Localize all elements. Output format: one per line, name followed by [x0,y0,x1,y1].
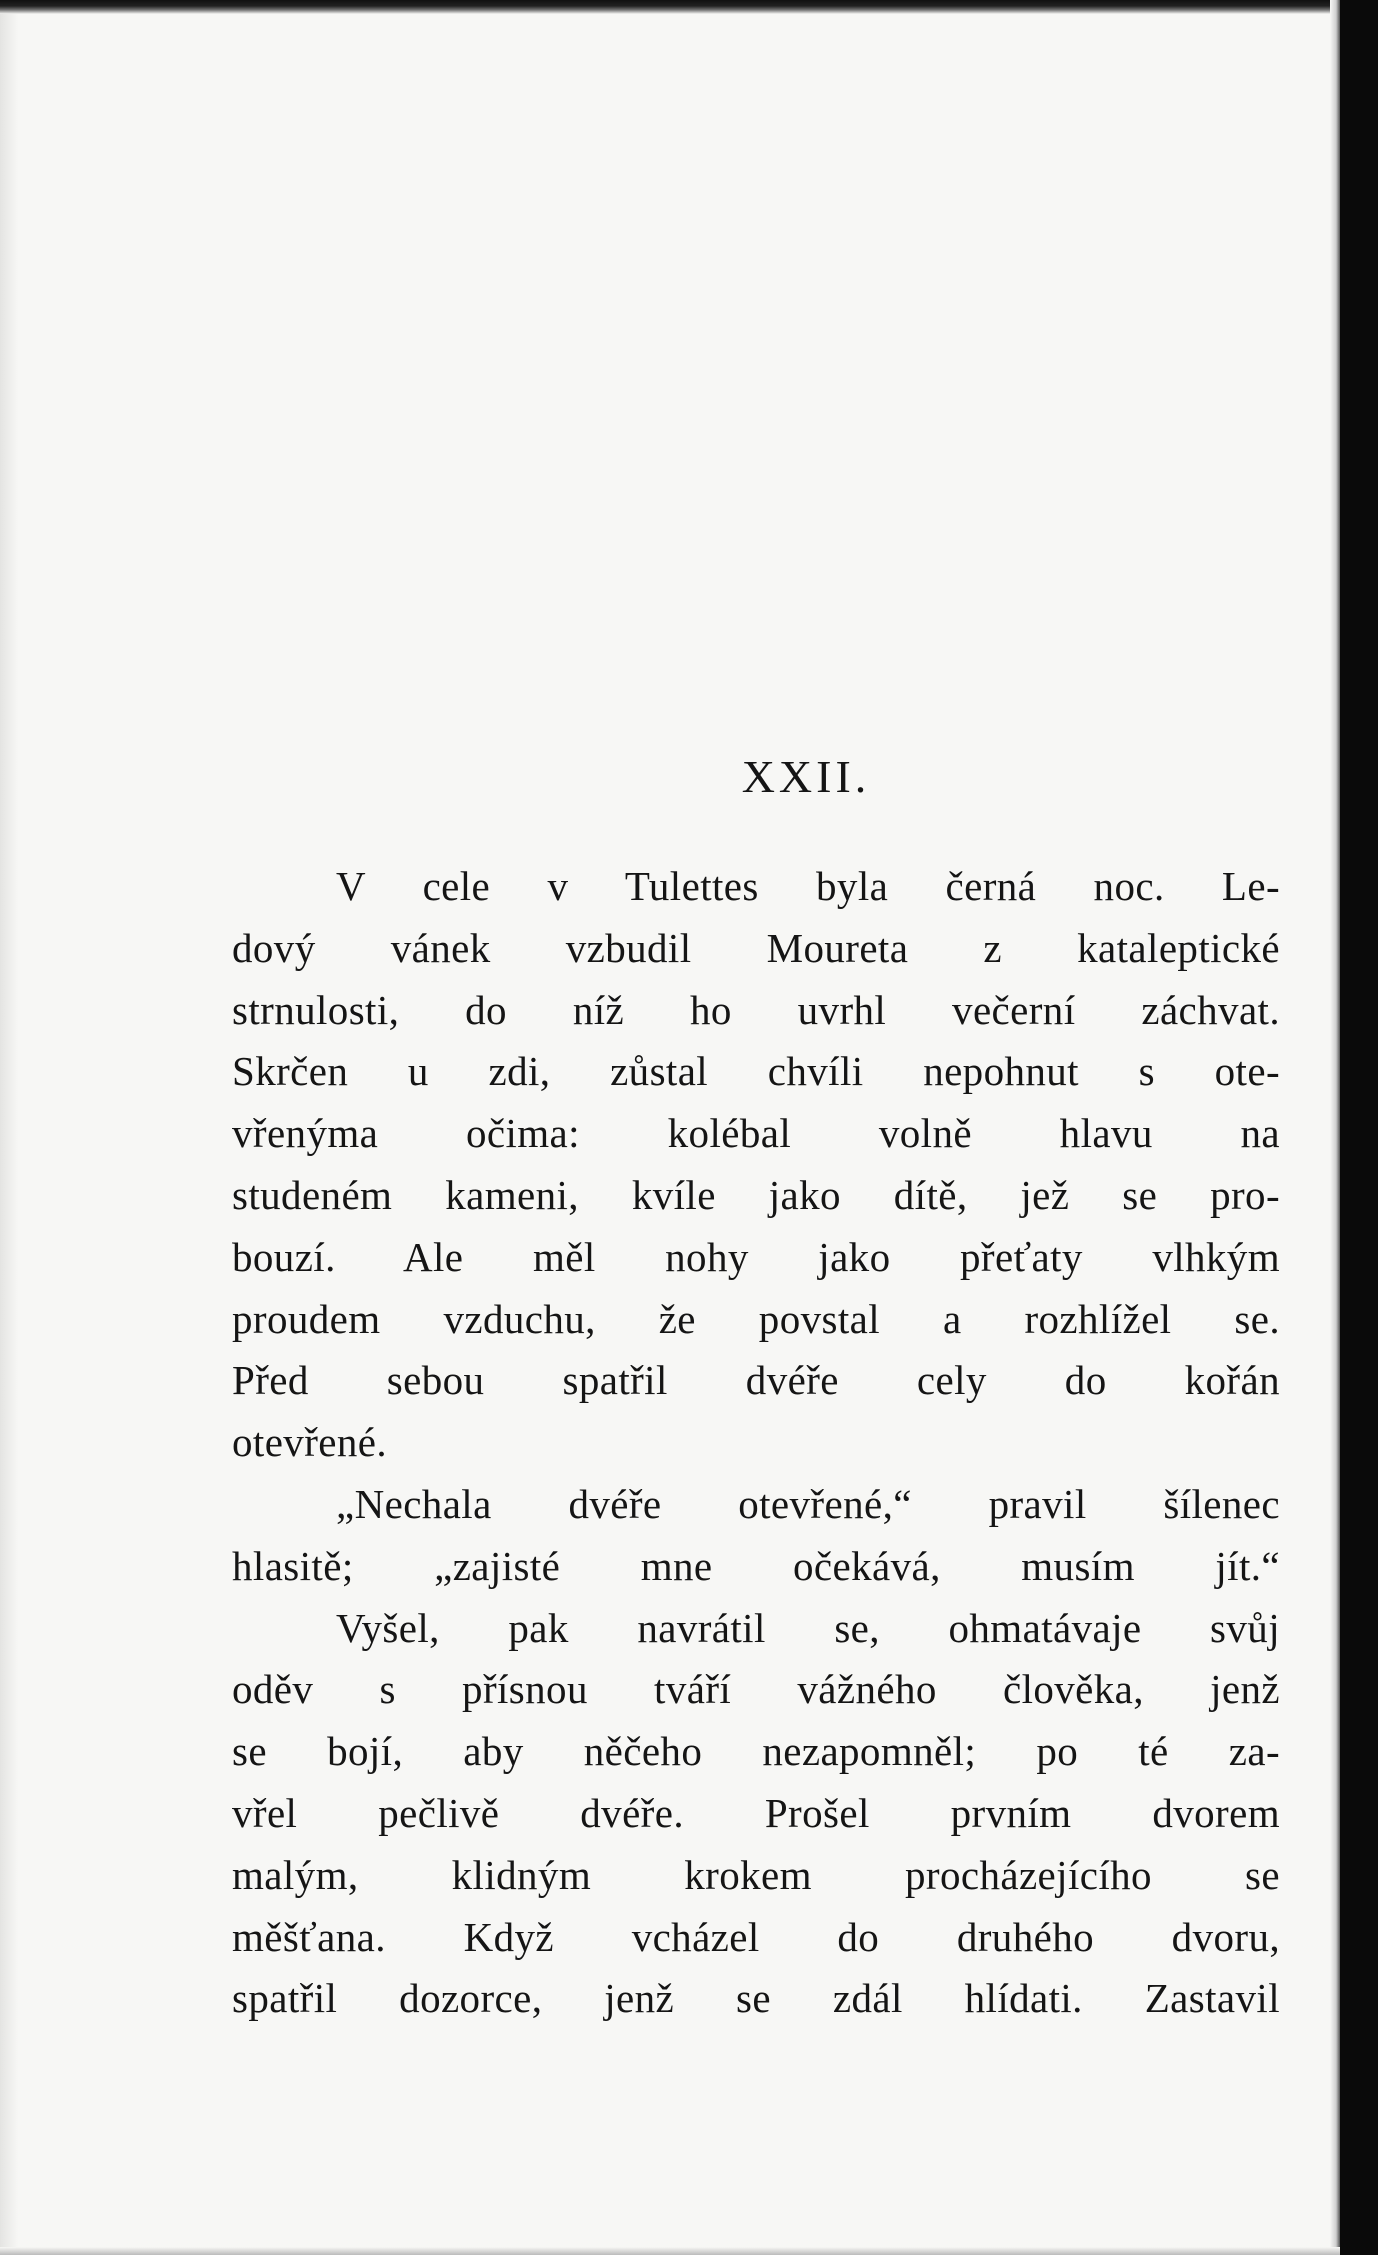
text-line: Skrčen u zdi, zůstal chvíli nepohnut s ote- [232,1048,1280,1095]
paragraph-2 [232,1474,1280,1598]
paragraph-1 [232,856,1280,1474]
chapter-heading: XXII. [741,751,871,802]
text-line: vřenýma očima: kolébal volně hlavu na [232,1110,1280,1157]
page-gutter-shadow [1330,0,1340,2255]
text-line: strnulosti, do níž ho uvrhl večerní záchvat. [232,986,1280,1033]
text-line: proudem vzduchu, že povstal a rozhlížel se. [232,1295,1280,1342]
text-line: Vyšel, pak navrátil se, ohmatávaje svůj [336,1604,1280,1651]
text-line: dový vánek vzbudil Moureta z kataleptické [232,924,1280,971]
text-line: „Nechala dvéře otevřené,“ pravil šílenec [336,1480,1280,1527]
text-line: oděv s přísnou tváří vážného člověka, jenž [232,1666,1280,1713]
text-line: bouzí. Ale měl nohy jako přeťaty vlhkým [232,1233,1280,1280]
text-line: Před sebou spatřil dvéře cely do kořán [232,1357,1280,1404]
text-block [232,748,1280,2030]
text-line: hlasitě; „zajisté mne očekává, musím jít.“ [232,1542,1280,1589]
page-left-shadow [0,0,18,2255]
text-line: studeném kameni, kvíle jako dítě, jež se pro- [232,1171,1280,1218]
text-line: malým, klidným krokem procházejícího se [232,1851,1280,1898]
page-right-edge [1340,0,1378,2255]
text-line: otevřené. [232,1419,387,1466]
text-line: spatřil dozorce, jenž se zdál hlídati. Zastavil [232,1975,1280,2022]
text-line: vřel pečlivě dvéře. Prošel prvním dvorem [232,1789,1280,1836]
paragraph-3 [232,1598,1280,2031]
text-line: měšťana. Když vcházel do druhého dvoru, [232,1913,1280,1960]
page-top-edge [0,0,1340,14]
page-bottom-edge [0,2247,1340,2255]
text-line: se bojí, aby něčeho nezapomněl; po té za- [232,1728,1280,1775]
text-line: V cele v Tulettes byla černá noc. Le- [336,863,1280,909]
